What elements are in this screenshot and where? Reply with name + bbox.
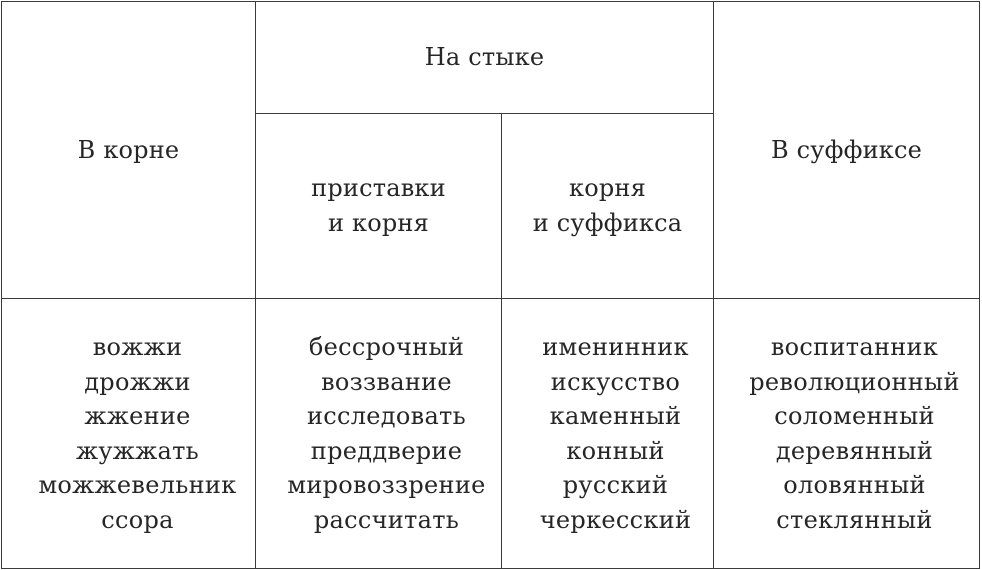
word-item: ссора — [101, 505, 174, 534]
word-list-root — [20, 330, 255, 537]
word-item: исследовать — [306, 402, 467, 430]
word-item: черкесский — [539, 505, 692, 534]
word-item: вожжи — [92, 333, 183, 361]
word-item: искусство — [550, 367, 681, 396]
word-item: можжевельник — [38, 471, 237, 499]
header-root-suffix-line-2: и суффикса — [532, 209, 683, 237]
header-root: В корне — [2, 2, 256, 299]
header-prefix-root-line-2: и корня — [328, 209, 429, 237]
words-row — [2, 299, 980, 569]
word-item: стеклянный — [776, 505, 933, 534]
words-cell-root — [2, 299, 256, 569]
word-item: жжение — [84, 402, 191, 430]
header-root-suffix-line-1: корня — [569, 174, 646, 203]
word-item: соломенный — [774, 402, 935, 430]
word-item: конный — [566, 436, 665, 465]
header-row-top — [2, 2, 980, 114]
header-junction: На стыке — [256, 2, 714, 114]
words-cell-root-suffix — [502, 299, 714, 569]
word-list-prefix-root — [272, 330, 501, 537]
word-item: русский — [562, 471, 669, 499]
header-root-suffix — [502, 114, 714, 299]
words-cell-suffix — [714, 299, 980, 569]
word-item: деревянный — [775, 436, 934, 465]
word-item: жужжать — [75, 436, 200, 465]
word-item: каменный — [549, 402, 682, 430]
header-prefix-root-line-1: приставки — [311, 174, 446, 203]
double-consonants-table — [1, 1, 980, 569]
word-list-suffix — [730, 330, 979, 537]
word-item: воспитанник — [770, 333, 939, 361]
word-item: революционный — [749, 367, 960, 396]
word-item: мировоззрение — [287, 471, 486, 499]
word-item: оловянный — [783, 471, 926, 499]
header-prefix-root — [256, 114, 502, 299]
word-list-root-suffix — [518, 330, 713, 537]
word-item: дрожжи — [84, 367, 191, 396]
word-item: воззвание — [321, 367, 452, 396]
word-item: бессрочный — [308, 333, 465, 361]
words-cell-prefix-root — [256, 299, 502, 569]
word-item: именинник — [542, 333, 689, 361]
word-item: рассчитать — [313, 505, 460, 534]
word-item: преддверие — [310, 436, 463, 465]
header-suffix: В суффиксе — [714, 2, 980, 299]
